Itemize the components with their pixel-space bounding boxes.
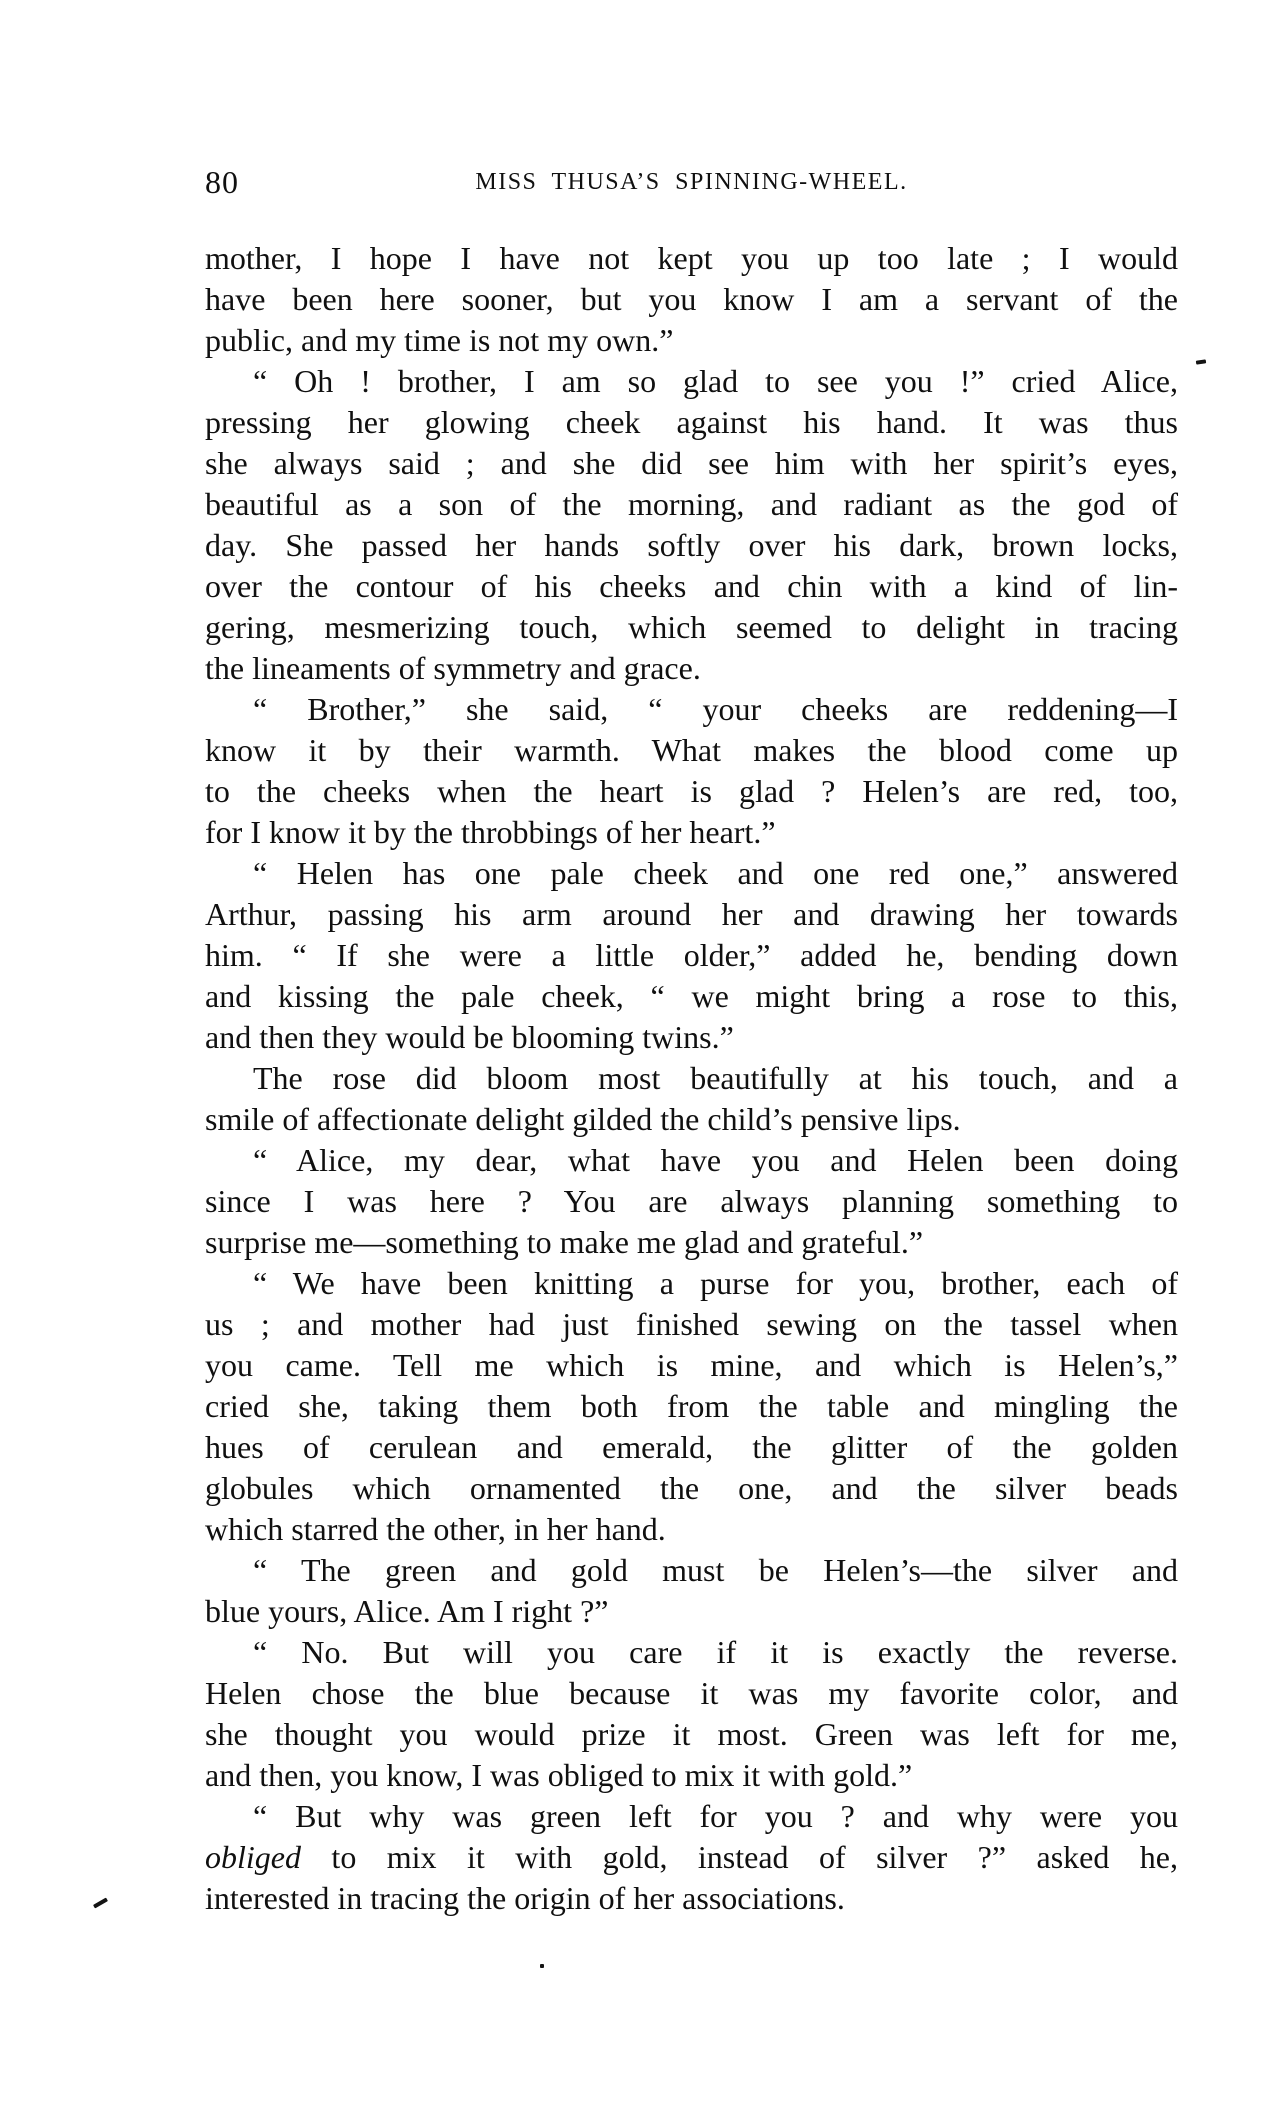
text-line: him. “ If she were a little older,” added he, bending down [205, 937, 1178, 973]
text-line: hues of cerulean and emerald, the glitter of the golden [205, 1429, 1178, 1465]
text-line: have been here sooner, but you know I am a servant of the [205, 281, 1178, 317]
text-line: “ But why was green left for you ? and why were you [253, 1798, 1178, 1834]
text-line: and then, you know, I was obliged to mix it with gold.” [205, 1757, 913, 1793]
text-line: cried she, taking them both from the table and mingling the [205, 1388, 1178, 1424]
text-line: for I know it by the throbbings of her heart.” [205, 814, 776, 850]
text-line: public, and my time is not my own.” [205, 322, 674, 358]
text-line: since I was here ? You are always planning something to [205, 1183, 1178, 1219]
ink-speck [1196, 359, 1206, 364]
text-line: beautiful as a son of the morning, and radiant as the god of [205, 486, 1178, 522]
text-line: the lineaments of symmetry and grace. [205, 650, 701, 686]
text-line: she always said ; and she did see him with her spirit’s eyes, [205, 445, 1178, 481]
page-number: 80 [205, 164, 239, 200]
text-line: mother, I hope I have not kept you up too late ; I would [205, 240, 1178, 276]
page-body-text [205, 238, 1178, 1919]
text-line: gering, mesmerizing touch, which seemed to delight in tracing [205, 609, 1178, 645]
text-line: “ We have been knitting a purse for you, brother, each of [253, 1265, 1178, 1301]
text-line: The rose did bloom most beautifully at his touch, and a [253, 1060, 1178, 1096]
paragraph [205, 361, 1178, 689]
paragraph [205, 1632, 1178, 1796]
paragraph [205, 853, 1178, 1058]
text-line: know it by their warmth. What makes the blood come up [205, 732, 1178, 768]
line-segment: to mix it with gold, instead of silver ?” asked he, [300, 1839, 1178, 1875]
text-line: blue yours, Alice. Am I right ?” [205, 1593, 609, 1629]
text-line: “ Brother,” she said, “ your cheeks are reddening—I [253, 691, 1178, 727]
text-line: “ Helen has one pale cheek and one red one,” answered [253, 855, 1178, 891]
text-line: surprise me—something to make me glad and grateful.” [205, 1224, 924, 1260]
text-line: to the cheeks when the heart is glad ? Helen’s are red, too, [205, 773, 1178, 809]
italic-word: obliged [205, 1839, 301, 1875]
text-line: smile of affectionate delight gilded the child’s pensive lips. [205, 1101, 961, 1137]
text-line [205, 1837, 1178, 1878]
text-line: “ The green and gold must be Helen’s—the silver and [253, 1552, 1178, 1588]
paragraph [205, 1058, 1178, 1140]
running-head-title: MISS THUSA’S SPINNING-WHEEL. [475, 169, 908, 195]
text-line: Helen chose the blue because it was my favorite color, and [205, 1675, 1178, 1711]
text-line: us ; and mother had just finished sewing on the tassel when [205, 1306, 1178, 1342]
text-line: pressing her glowing cheek against his hand. It was thus [205, 404, 1178, 440]
paragraph [205, 1550, 1178, 1632]
paragraph [205, 1263, 1178, 1550]
text-line: and kissing the pale cheek, “ we might bring a rose to this, [205, 978, 1178, 1014]
text-line: and then they would be blooming twins.” [205, 1019, 734, 1055]
text-line: “ Alice, my dear, what have you and Helen been doing [253, 1142, 1178, 1178]
ink-speck [93, 1898, 108, 1909]
text-line: Arthur, passing his arm around her and drawing her towards [205, 896, 1178, 932]
text-line: she thought you would prize it most. Green was left for me, [205, 1716, 1178, 1752]
paragraph [205, 689, 1178, 853]
ink-speck [540, 1964, 544, 1968]
text-line: over the contour of his cheeks and chin with a kind of lin- [205, 568, 1178, 604]
text-line: day. She passed her hands softly over his dark, brown locks, [205, 527, 1178, 563]
text-line: interested in tracing the origin of her associations. [205, 1880, 845, 1916]
text-line: “ No. But will you care if it is exactly the reverse. [253, 1634, 1178, 1670]
running-head [205, 160, 1178, 204]
paragraph [205, 1796, 1178, 1919]
text-line: “ Oh ! brother, I am so glad to see you !” cried Alice, [253, 363, 1178, 399]
text-line: you came. Tell me which is mine, and which is Helen’s,” [205, 1347, 1178, 1383]
text-line: which starred the other, in her hand. [205, 1511, 666, 1547]
text-line: globules which ornamented the one, and the silver beads [205, 1470, 1178, 1506]
paragraph [205, 1140, 1178, 1263]
paragraph [205, 238, 1178, 361]
